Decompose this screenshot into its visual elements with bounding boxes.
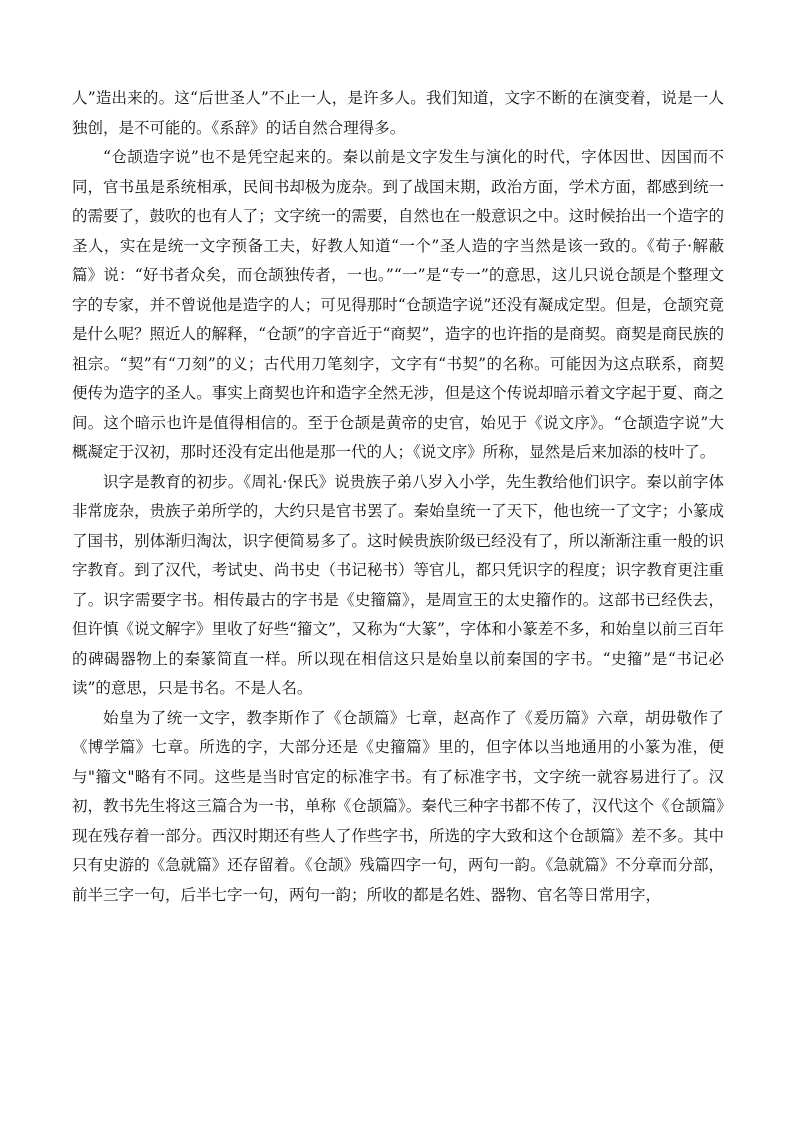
paragraph-cangjie-legend: “仓颉造字说”也不是凭空起来的。秦以前是文字发生与演化的时代，字体因世、因国而不同，官书虽是系统相承，民间书却极为庞杂。到了战国末期，政治方面，学术方面，都感到统一的需要了，鼓吹的也有人了；文字统一的需要，自然也在一般意识之中。这时候抬出一个造字的圣人，实在是统一文字预备工夫，好教人知道“一个”圣人造的字当然是该一致的。《荀子·解蔽篇》说：“好书者众矣，而仓颉独传者，一也。”“一”是“专一”的意思，这儿只说仓颉是个整理文字的专家，并不曾说他是造字的人；可见得那时“仓颉造字说”还没有凝成定型。但是，仓颉究竟是什么呢？照近人的解释，“仓颉”的字音近于“商契”，造字的也许指的是商契。商契是商民族的祖宗。“契”有“刀刻”的义；古代用刀笔刻字，文字有“书契”的名称。可能因为这点联系，商契便传为造字的圣人。事实上商契也许和造字全然无涉，但是这个传说却暗示着文字起于夏、商之间。这个暗示也许是值得相信的。至于仓颉是黄帝的史官，始见于《说文序》。“仓颉造字说”大概凝定于汉初，那时还没有定出他是那一代的人；《说文序》所称，显然是后来加添的枝叶了。	[72, 148, 724, 461]
paragraph-continuation: 人”造出来的。这“后世圣人”不止一人，是许多人。我们知道，文字不断的在演变着，说是一人独创，是不可能的。《系辞》的话自然合理得多。	[72, 89, 724, 137]
paragraph-literacy-education: 识字是教育的初步。《周礼·保氏》说贵族子弟八岁入小学，先生教给他们识字。秦以前字体非常庞杂，贵族子弟所学的，大约只是官书罢了。秦始皇统一了天下，他也统一了文字；小篆成了国书，别体渐归淘汰，识字便简易多了。这时候贵族阶级已经没有了，所以渐渐注重一般的识字教育。到了汉代，考试史、尚书史（书记秘书）等官儿，都只凭识字的程度；识字教育更注重了。识字需要字书。相传最古的字书是《史籀篇》，是周宣王的太史籀作的。这部书已经佚去，但许慎《说文解字》里收了好些“籀文”，又称为“大篆”，字体和小篆差不多，和始皇以前三百年的碑碣器物上的秦篆简直一样。所以现在相信这只是始皇以前秦国的字书。“史籀”是“书记必读”的意思，只是书名。不是人名。	[72, 472, 724, 697]
paragraph-qin-dictionaries: 始皇为了统一文字，教李斯作了《仓颉篇》七章，赵高作了《爰历篇》六章，胡毋敬作了《博学篇》七章。所选的字，大部分还是《史籀篇》里的，但字体以当地通用的小篆为准，便与"籀文"略有不同。这些是当时官定的标准字书。有了标准字书，文字统一就容易进行了。汉初，教书先生将这三篇合为一书，单称《仓颉篇》。秦代三种字书都不传了，汉代这个《仓颉篇》现在残存着一部分。西汉时期还有些人了作些字书，所选的字大致和这个仓颉篇》差不多。其中只有史游的《急就篇》还存留着。《仓颉》残篇四字一句，两句一韵。《急就篇》不分章而分部，前半三字一句，后半七字一句，两句一韵；所收的都是名姓、器物、官名等日常用字，	[72, 708, 724, 904]
document-page	[72, 84, 724, 910]
